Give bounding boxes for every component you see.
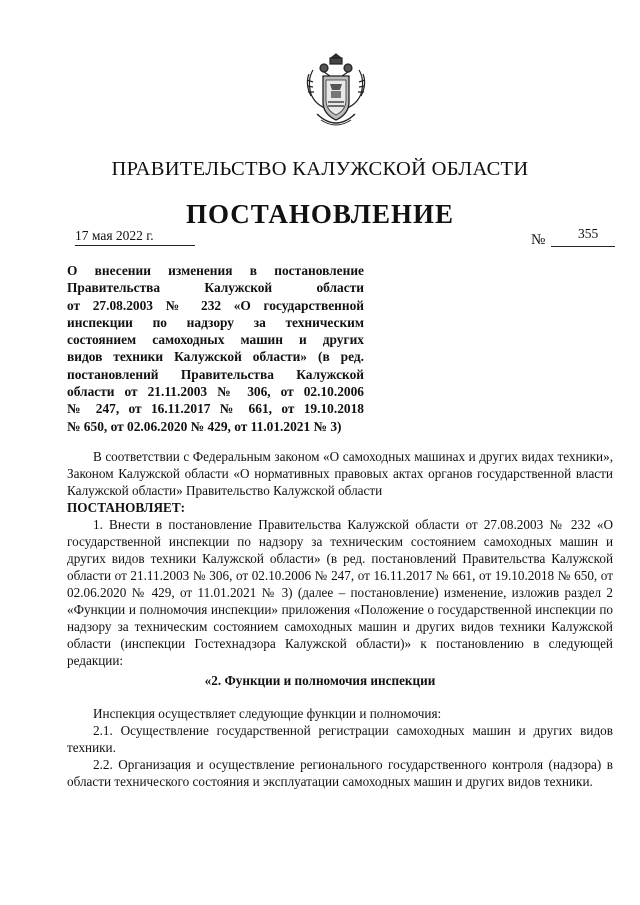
subject-line: № 247, от 16.11.2017 № 661, от 19.10.2018	[67, 401, 364, 417]
subject-line: постановлений Правительства Калужской	[67, 366, 364, 382]
government-title: ПРАВИТЕЛЬСТВО КАЛУЖСКОЙ ОБЛАСТИ	[111, 158, 529, 180]
document-subject	[67, 262, 364, 435]
section-heading: «2. Функции и полномочия инспекции	[204, 673, 436, 688]
subject-line: видов техники Калужской области» (в ред.	[67, 349, 364, 365]
decree-word: ПОСТАНОВЛЯЕТ:	[67, 500, 186, 515]
number-label: №	[531, 232, 546, 248]
subject-line: области от 21.11.2003 № 306, от 02.10.2006	[67, 384, 364, 400]
subject-line: О внесении изменения в постановление	[67, 263, 364, 278]
subject-line: от 27.08.2003 № 232 «О государственной	[67, 297, 364, 313]
item-2-1-paragraph: 2.1. Осуществление государственной регистрации самоходных машин и других видов техники.	[67, 723, 613, 755]
item-1-paragraph: 1. Внести в постановление Правительства Калужской области от 27.08.2003 № 232 «О государственной инспекции по надзору за техническим состоянием самоходных машин и других видов техники Калужской области» (в ред. постановлений Правительства Калужской области от 21.11.2003 № 306, от 02.10.2006 № 247, от 16.11.2017 № 661, от 19.10.2018 № 650, от 02.06.2020 № 429, от 11.01.2021 № 3) (далее – постановление) изменение, изложив раздел 2 «Функции и полномочия инспекции» приложения «Положение о государственной инспекции по надзору за техническим состоянием самоходных машин и других видов техники Калужской области (инспекции Гостехнадзора Калужской области)» к постановлению в следующей редакции:	[67, 517, 613, 668]
subject-line: № 650, от 02.06.2020 № 429, от 11.01.2021 № 3)	[67, 418, 342, 434]
coat-of-arms-icon	[303, 50, 369, 132]
document-number: 355	[578, 226, 599, 241]
functions-intro: Инспекция осуществляет следующие функции и полномочия:	[93, 706, 442, 721]
subject-line: Правительства Калужской области	[67, 280, 364, 296]
document-type-title: ПОСТАНОВЛЕНИЕ	[185, 199, 455, 229]
decree-body	[67, 448, 613, 669]
section-body	[67, 705, 613, 790]
item-2-2-paragraph: 2.2. Организация и осуществление регионального государственного контроля (надзора) в области технического состояния и эксплуатации самоходных машин и других видов техники.	[67, 757, 613, 789]
preamble-paragraph: В соответствии с Федеральным законом «О самоходных машинах и других видах техники», Законом Калужской области «О нормативных правовых актах органов государственной власти Калужской области» Правительство Калужской области	[67, 449, 613, 498]
subject-line: инспекции по надзору за техническим	[67, 314, 364, 330]
number-underline	[551, 246, 615, 247]
subject-line: состоянием самоходных машин и других	[67, 332, 364, 348]
document-date: 17 мая 2022 г.	[75, 228, 195, 246]
